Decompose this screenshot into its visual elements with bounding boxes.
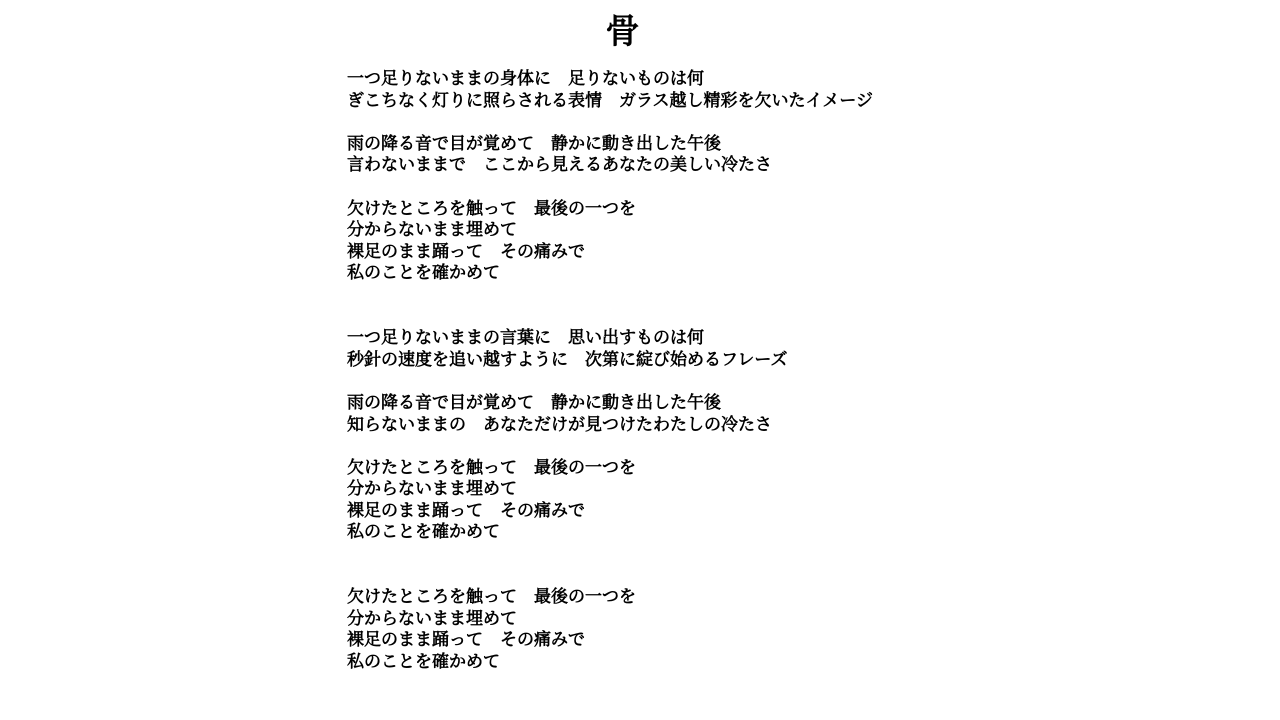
- lyric-line: ぎこちなく灯りに照らされる表情 ガラス越し精彩を欠いたイメージ: [347, 90, 873, 111]
- lyric-line: 雨の降る音で目が覚めて 静かに動き出した午後: [347, 133, 721, 154]
- stanza-chorus-2: [347, 458, 1247, 544]
- lyric-line: 言わないままで ここから見えるあなたの美しい冷たさ: [347, 155, 772, 176]
- lyric-line: 分からないまま埋めて: [347, 220, 517, 241]
- lyric-line: 知らないままの あなただけが見つけたわたしの冷たさ: [347, 414, 772, 435]
- lyric-line: 裸足のまま踊って その痛みで: [347, 500, 585, 521]
- stanza-gap: [347, 436, 1247, 458]
- stanza-verse-1: [347, 69, 1247, 112]
- stanza-verse-2: [347, 328, 1247, 371]
- lyric-line: 裸足のまま踊って その痛みで: [347, 630, 585, 651]
- lyric-line: 欠けたところを触って 最後の一つを: [347, 198, 636, 219]
- lyric-line: 秒針の速度を追い越すように 次第に綻び始めるフレーズ: [347, 349, 788, 370]
- lyric-line: 分からないまま埋めて: [347, 608, 517, 629]
- lyric-line: 一つ足りないままの身体に 足りないものは何: [347, 69, 704, 89]
- lyric-line: 私のことを確かめて: [347, 652, 500, 673]
- stanza-gap: [347, 177, 1247, 199]
- lyric-line: 欠けたところを触って 最後の一つを: [347, 587, 636, 608]
- stanza-chorus-1: [347, 199, 1247, 285]
- lyric-line: 裸足のまま踊って その痛みで: [347, 241, 585, 262]
- stanza-gap: [347, 112, 1247, 134]
- section-gap: [347, 285, 1247, 328]
- stanza-prechorus-1: [347, 134, 1247, 177]
- page-title: 骨: [605, 12, 640, 52]
- lyric-line: 分からないまま埋めて: [347, 479, 517, 500]
- lyric-line: 私のことを確かめて: [347, 522, 500, 543]
- stanza-chorus-3: [347, 587, 1247, 673]
- lyric-line: 欠けたところを触って 最後の一つを: [347, 457, 636, 478]
- section-gap: [347, 544, 1247, 587]
- stanza-prechorus-2: [347, 393, 1247, 436]
- lyrics-body: [347, 69, 1247, 674]
- stanza-gap: [347, 371, 1247, 393]
- lyric-line: 一つ足りないままの言葉に 思い出すものは何: [347, 328, 704, 349]
- lyric-line: 私のことを確かめて: [347, 263, 500, 284]
- lyric-line: 雨の降る音で目が覚めて 静かに動き出した午後: [347, 392, 721, 413]
